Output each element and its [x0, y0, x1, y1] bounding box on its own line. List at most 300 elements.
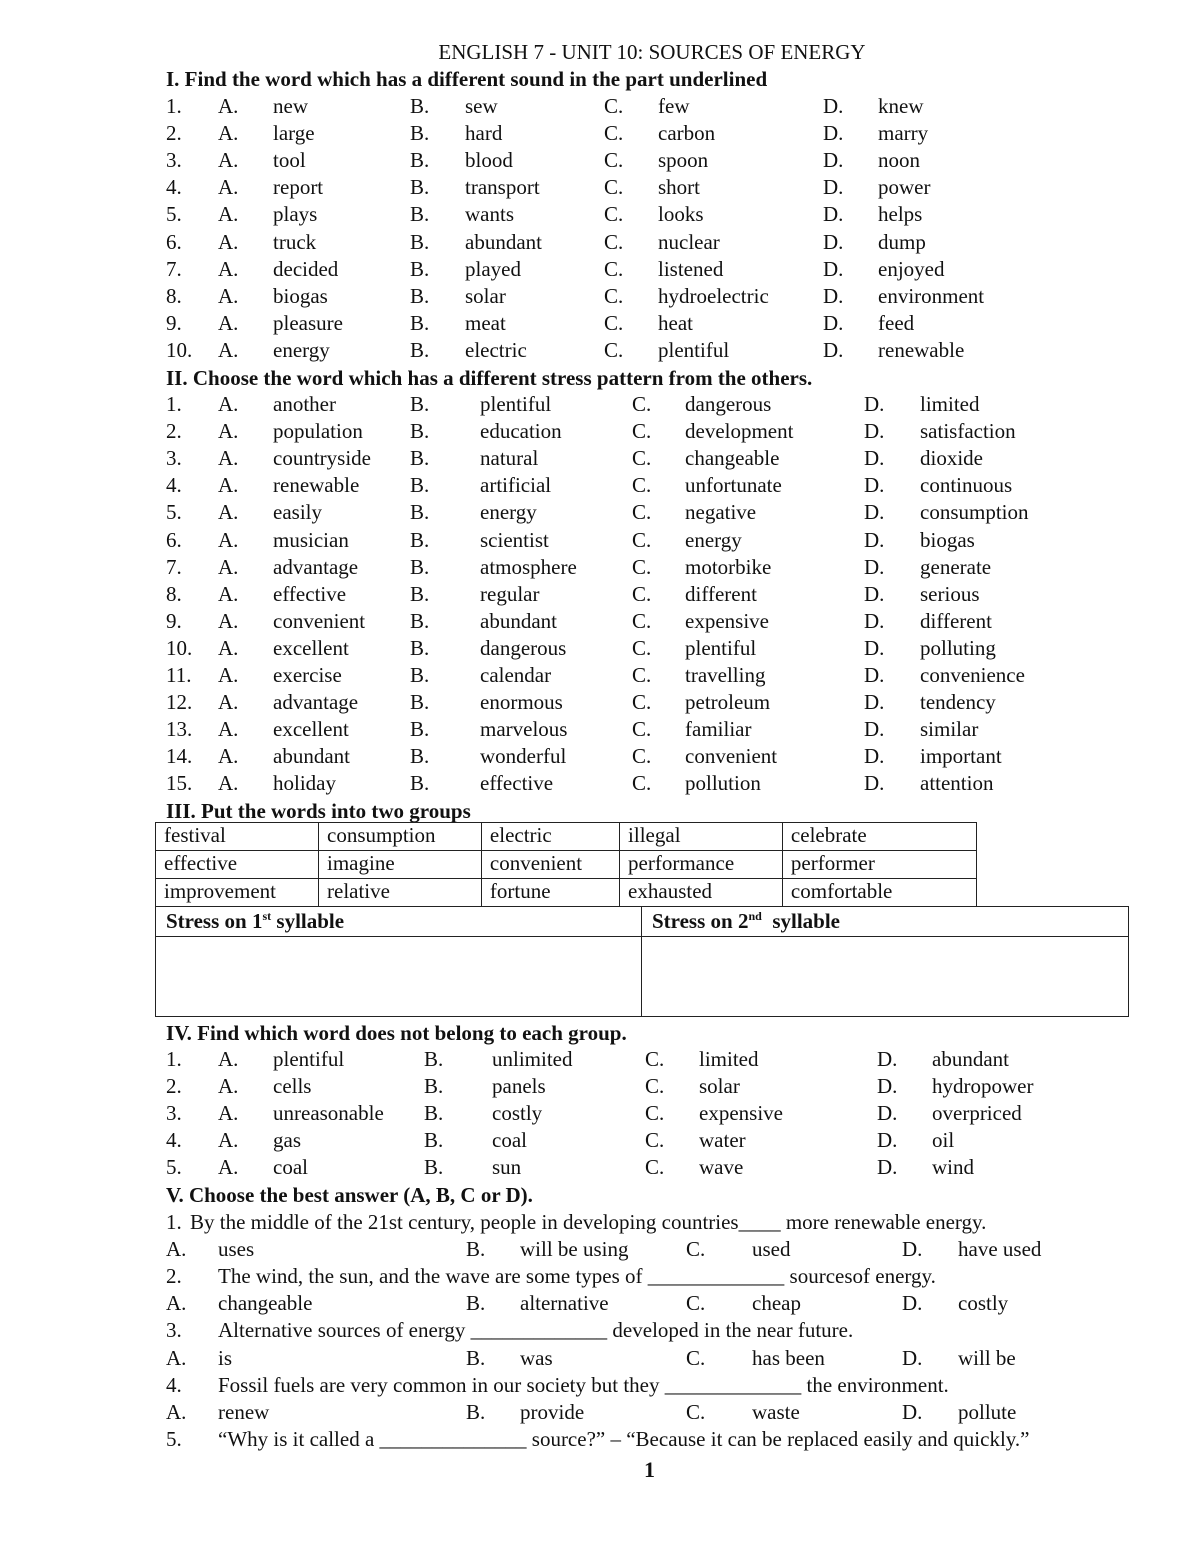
option-word: musician: [273, 527, 349, 552]
question-text: Fossil fuels are very common in our society but they _____________ the environment.: [218, 1372, 949, 1397]
option-letter: A.: [218, 148, 239, 173]
option-word: familiar: [685, 717, 752, 742]
option-word: calendar: [480, 663, 552, 687]
option-letter: D.: [864, 635, 885, 660]
option-word: large: [273, 121, 315, 146]
option-word: cheap: [752, 1291, 801, 1316]
option-letter: A.: [218, 744, 239, 769]
option-word: transport: [465, 175, 540, 200]
option-letter: B.: [410, 473, 430, 498]
option-letter: D.: [864, 663, 885, 687]
option-letter: D.: [823, 337, 844, 362]
option-word: education: [480, 419, 562, 444]
option-letter: B.: [410, 121, 430, 146]
option-letter: C.: [604, 94, 624, 118]
option-word: expensive: [685, 608, 769, 633]
word-cell: festival: [156, 823, 319, 851]
option-letter: A.: [218, 608, 239, 633]
question-number: 9.: [166, 310, 182, 335]
option-word: helps: [878, 202, 923, 227]
option-word: pollution: [685, 771, 761, 796]
option-letter: B.: [410, 744, 430, 769]
option-letter: C.: [632, 608, 652, 633]
option-letter: D.: [864, 554, 885, 579]
option-word: abundant: [932, 1047, 1009, 1071]
question-number: 8.: [166, 581, 182, 606]
option-letter: D.: [823, 202, 844, 227]
stress-table-divider: [641, 907, 642, 1016]
option-letter: D.: [864, 744, 885, 769]
option-word: enormous: [480, 690, 563, 715]
option-letter: A.: [166, 1345, 187, 1370]
option-letter: C.: [645, 1128, 665, 1153]
option-word: has been: [752, 1345, 825, 1370]
option-word: expensive: [699, 1101, 783, 1126]
option-word: is: [218, 1345, 233, 1370]
option-letter: C.: [604, 229, 624, 254]
option-word: blood: [465, 148, 513, 173]
option-letter: A.: [218, 94, 239, 118]
option-word: oil: [932, 1128, 955, 1153]
option-letter: B.: [410, 202, 430, 227]
section-3-heading: III. Put the words into two groups: [166, 799, 471, 823]
option-letter: D.: [864, 446, 885, 471]
word-cell: comfortable: [782, 879, 976, 907]
option-letter: C.: [604, 148, 624, 173]
option-word: noon: [878, 148, 920, 173]
option-letter: C.: [604, 175, 624, 200]
option-word: solar: [465, 283, 506, 308]
word-cell: improvement: [156, 879, 319, 907]
option-letter: B.: [466, 1345, 486, 1370]
option-letter: D.: [902, 1399, 923, 1424]
option-letter: C.: [632, 663, 652, 687]
option-word: effective: [273, 581, 347, 606]
option-letter: B.: [410, 690, 430, 715]
option-letter: C.: [686, 1291, 706, 1316]
question-number: 5.: [166, 1426, 182, 1451]
option-word: natural: [480, 446, 539, 471]
stress-second-label: Stress on 2nd syllable: [652, 909, 841, 933]
option-letter: B.: [424, 1128, 444, 1153]
option-word: unreasonable: [273, 1101, 384, 1126]
option-word: marry: [878, 121, 929, 146]
option-word: panels: [492, 1074, 546, 1099]
question-number: 7.: [166, 554, 182, 579]
option-letter: A.: [218, 1074, 239, 1099]
option-word: wave: [699, 1155, 744, 1180]
option-word: population: [273, 419, 363, 444]
question-number: 10.: [166, 635, 193, 660]
option-word: important: [920, 744, 1002, 769]
option-word: wonderful: [480, 744, 567, 769]
question-number: 4.: [166, 1128, 182, 1153]
word-cell: exhausted: [620, 879, 783, 907]
question-number: 6.: [166, 229, 182, 254]
option-letter: A.: [218, 283, 239, 308]
option-word: abundant: [480, 608, 557, 633]
option-letter: B.: [410, 229, 430, 254]
question-number: 4.: [166, 175, 182, 200]
option-word: travelling: [685, 663, 766, 687]
option-letter: C.: [632, 690, 652, 715]
option-letter: C.: [632, 554, 652, 579]
option-word: energy: [480, 500, 537, 525]
question-number: 12.: [166, 690, 193, 715]
option-word: artificial: [480, 473, 552, 498]
option-word: listened: [658, 256, 724, 281]
option-word: sun: [492, 1155, 522, 1180]
option-word: dangerous: [480, 635, 567, 660]
option-letter: D.: [902, 1345, 923, 1370]
option-word: dioxide: [920, 446, 983, 471]
option-word: water: [699, 1128, 746, 1153]
option-letter: C.: [604, 337, 624, 362]
option-word: plentiful: [658, 337, 730, 362]
option-letter: D.: [877, 1074, 898, 1099]
word-cell: relative: [319, 879, 482, 907]
option-letter: D.: [823, 256, 844, 281]
option-letter: C.: [632, 473, 652, 498]
option-letter: D.: [864, 473, 885, 498]
question-number: 5.: [166, 202, 182, 227]
question-number: 10.: [166, 337, 193, 362]
question-number: 3.: [166, 1101, 182, 1126]
option-word: report: [273, 175, 324, 200]
option-word: used: [752, 1237, 791, 1262]
section-4-heading: IV. Find which word does not belong to each group.: [166, 1021, 627, 1045]
option-word: truck: [273, 229, 317, 254]
option-letter: D.: [864, 608, 885, 633]
option-letter: B.: [410, 446, 430, 471]
option-letter: D.: [902, 1291, 923, 1316]
question-text: “Why is it called a ______________ source?” – “Because it can be replaced easily and quickly.”: [218, 1426, 1030, 1451]
option-letter: C.: [645, 1101, 665, 1126]
option-letter: B.: [410, 392, 430, 416]
word-cell: celebrate: [782, 823, 976, 851]
option-letter: D.: [823, 229, 844, 254]
question-number: 1.: [166, 1047, 182, 1071]
option-letter: B.: [410, 554, 430, 579]
option-word: changeable: [218, 1291, 313, 1316]
option-word: provide: [520, 1399, 585, 1424]
question-number: 5.: [166, 1155, 182, 1180]
option-letter: B.: [410, 608, 430, 633]
option-letter: D.: [864, 771, 885, 796]
word-cell: performer: [782, 851, 976, 879]
option-word: have used: [958, 1237, 1042, 1262]
option-letter: B.: [410, 175, 430, 200]
option-word: hydropower: [932, 1074, 1034, 1099]
option-word: energy: [273, 337, 330, 362]
option-word: wind: [932, 1155, 974, 1180]
option-letter: D.: [877, 1155, 898, 1180]
page-number: 1: [644, 1457, 655, 1482]
option-letter: D.: [864, 717, 885, 742]
question-number: 8.: [166, 283, 182, 308]
option-word: coal: [273, 1155, 308, 1180]
option-letter: C.: [604, 283, 624, 308]
option-word: plentiful: [480, 392, 552, 416]
question-number: 2.: [166, 1264, 182, 1289]
option-letter: C.: [632, 717, 652, 742]
option-letter: A.: [218, 717, 239, 742]
option-word: short: [658, 175, 700, 200]
option-letter: A.: [218, 392, 239, 416]
option-letter: D.: [864, 419, 885, 444]
option-word: dump: [878, 229, 926, 254]
option-letter: C.: [645, 1047, 665, 1071]
word-grid-row: [156, 851, 977, 879]
word-cell: convenient: [481, 851, 619, 879]
option-letter: B.: [466, 1237, 486, 1262]
option-letter: B.: [410, 419, 430, 444]
question-number: 2.: [166, 1074, 182, 1099]
option-letter: D.: [877, 1101, 898, 1126]
option-word: satisfaction: [920, 419, 1016, 444]
option-letter: D.: [877, 1047, 898, 1071]
option-letter: B.: [410, 500, 430, 525]
word-cell: effective: [156, 851, 319, 879]
option-letter: D.: [864, 500, 885, 525]
option-letter: D.: [864, 527, 885, 552]
word-cell: consumption: [319, 823, 482, 851]
option-word: development: [685, 419, 794, 444]
option-word: changeable: [685, 446, 780, 471]
option-word: excellent: [273, 635, 349, 660]
option-word: coal: [492, 1128, 527, 1153]
question-number: 3.: [166, 1318, 182, 1343]
question-number: 11.: [166, 663, 192, 687]
option-word: unfortunate: [685, 473, 782, 498]
option-word: electric: [465, 337, 527, 362]
option-word: plays: [273, 202, 318, 227]
option-letter: C.: [645, 1074, 665, 1099]
option-word: attention: [920, 771, 994, 796]
option-word: different: [920, 608, 992, 633]
word-cell: imagine: [319, 851, 482, 879]
question-text: By the middle of the 21st century, people in developing countries____ more renewable energy.: [190, 1210, 987, 1234]
option-letter: A.: [218, 175, 239, 200]
option-letter: A.: [166, 1399, 187, 1424]
option-letter: A.: [166, 1291, 187, 1316]
option-letter: A.: [218, 1128, 239, 1153]
option-word: will be: [958, 1345, 1016, 1370]
option-letter: D.: [823, 283, 844, 308]
question-number: 4.: [166, 1372, 182, 1397]
option-word: energy: [685, 527, 742, 552]
option-letter: D.: [864, 392, 885, 416]
option-letter: B.: [410, 527, 430, 552]
option-letter: D.: [864, 690, 885, 715]
section-2-heading: II. Choose the word which has a different stress pattern from the others.: [166, 366, 813, 390]
option-letter: C.: [686, 1237, 706, 1262]
option-letter: C.: [686, 1345, 706, 1370]
option-letter: D.: [823, 121, 844, 146]
question-number: 2.: [166, 419, 182, 444]
question-number: 4.: [166, 473, 182, 498]
option-word: heat: [658, 310, 693, 335]
option-letter: A.: [166, 1237, 187, 1262]
option-letter: A.: [218, 500, 239, 525]
option-word: plentiful: [685, 635, 757, 660]
option-letter: A.: [218, 1047, 239, 1071]
option-word: enjoyed: [878, 256, 945, 281]
option-letter: D.: [864, 581, 885, 606]
stress-first-label: Stress on 1st syllable: [166, 909, 345, 933]
question-number: 1.: [166, 1210, 182, 1234]
option-word: tendency: [920, 690, 996, 715]
option-letter: B.: [410, 283, 430, 308]
option-letter: D.: [823, 148, 844, 173]
option-word: played: [465, 256, 521, 281]
option-letter: B.: [410, 94, 430, 118]
option-word: advantage: [273, 554, 359, 579]
option-word: dangerous: [685, 392, 772, 416]
option-letter: A.: [218, 527, 239, 552]
option-word: tool: [273, 148, 306, 173]
option-word: limited: [920, 392, 980, 416]
question-number: 9.: [166, 608, 182, 633]
option-letter: C.: [686, 1399, 706, 1424]
section-5-heading: V. Choose the best answer (A, B, C or D).: [166, 1183, 533, 1207]
option-word: abundant: [465, 229, 542, 254]
option-word: excellent: [273, 717, 349, 742]
option-word: regular: [480, 581, 540, 606]
option-word: will be using: [520, 1237, 629, 1262]
option-letter: D.: [823, 175, 844, 200]
option-word: pleasure: [273, 310, 343, 335]
option-word: decided: [273, 256, 339, 281]
option-letter: C.: [632, 527, 652, 552]
option-letter: A.: [218, 202, 239, 227]
option-letter: A.: [218, 635, 239, 660]
option-word: carbon: [658, 121, 716, 146]
option-word: easily: [273, 500, 322, 525]
option-letter: B.: [410, 771, 430, 796]
option-word: countryside: [273, 446, 371, 471]
option-word: costly: [492, 1101, 543, 1126]
option-word: waste: [752, 1399, 800, 1424]
option-letter: B.: [466, 1399, 486, 1424]
option-word: limited: [699, 1047, 759, 1071]
option-letter: D.: [823, 94, 844, 118]
option-word: costly: [958, 1291, 1009, 1316]
word-cell: fortune: [481, 879, 619, 907]
option-letter: C.: [632, 635, 652, 660]
question-number: 13.: [166, 717, 193, 742]
option-letter: C.: [604, 256, 624, 281]
option-word: similar: [920, 717, 979, 742]
option-letter: C.: [632, 500, 652, 525]
word-cell: electric: [481, 823, 619, 851]
section-1-heading: I. Find the word which has a different sound in the part underlined: [166, 67, 768, 91]
option-word: abundant: [273, 744, 350, 769]
option-word: gas: [273, 1128, 301, 1153]
option-letter: B.: [410, 148, 430, 173]
option-letter: C.: [604, 310, 624, 335]
option-letter: B.: [410, 256, 430, 281]
option-word: serious: [920, 581, 980, 606]
option-word: hydroelectric: [658, 283, 769, 308]
option-letter: C.: [632, 419, 652, 444]
option-letter: A.: [218, 581, 239, 606]
option-word: alternative: [520, 1291, 609, 1316]
option-letter: C.: [632, 392, 652, 416]
option-word: meat: [465, 310, 506, 335]
option-word: marvelous: [480, 717, 568, 742]
option-word: hard: [465, 121, 503, 146]
option-letter: A.: [218, 121, 239, 146]
option-letter: B.: [424, 1047, 444, 1071]
stress-table: [155, 906, 1129, 1017]
option-letter: B.: [410, 310, 430, 335]
option-word: exercise: [273, 663, 342, 687]
option-letter: B.: [424, 1155, 444, 1180]
option-letter: A.: [218, 690, 239, 715]
word-grid-row: [156, 879, 977, 907]
option-word: plentiful: [273, 1047, 345, 1071]
option-letter: B.: [424, 1101, 444, 1126]
option-word: solar: [699, 1074, 740, 1099]
question-number: 14.: [166, 744, 193, 769]
option-word: knew: [878, 94, 924, 118]
option-word: biogas: [273, 283, 328, 308]
option-letter: D.: [823, 310, 844, 335]
option-word: motorbike: [685, 554, 772, 579]
option-word: pollute: [958, 1399, 1017, 1424]
question-number: 3.: [166, 446, 182, 471]
page-title: ENGLISH 7 - UNIT 10: SOURCES OF ENERGY: [438, 40, 866, 64]
option-letter: C.: [632, 581, 652, 606]
option-word: atmosphere: [480, 554, 577, 579]
option-word: wants: [465, 202, 514, 227]
option-letter: C.: [632, 771, 652, 796]
option-word: cells: [273, 1074, 312, 1099]
question-number: 1.: [166, 392, 182, 416]
question-number: 2.: [166, 121, 182, 146]
option-word: was: [520, 1345, 553, 1370]
question-number: 1.: [166, 94, 182, 118]
option-letter: A.: [218, 337, 239, 362]
option-word: convenience: [920, 663, 1025, 687]
word-cell: performance: [620, 851, 783, 879]
option-word: negative: [685, 500, 757, 525]
question-number: 15.: [166, 771, 193, 796]
word-grid-row: [156, 823, 977, 851]
option-letter: A.: [218, 771, 239, 796]
question-number: 5.: [166, 500, 182, 525]
option-word: another: [273, 392, 336, 416]
option-letter: B.: [424, 1074, 444, 1099]
option-word: renewable: [273, 473, 360, 498]
question-number: 6.: [166, 527, 182, 552]
option-word: uses: [218, 1237, 255, 1262]
option-word: overpriced: [932, 1101, 1022, 1126]
option-word: unlimited: [492, 1047, 573, 1071]
option-letter: A.: [218, 310, 239, 335]
option-letter: A.: [218, 419, 239, 444]
option-word: polluting: [920, 635, 996, 660]
option-letter: A.: [218, 663, 239, 687]
option-letter: A.: [218, 1101, 239, 1126]
question-text: Alternative sources of energy _____________ developed in the near future.: [218, 1318, 854, 1343]
option-word: environment: [878, 283, 985, 308]
word-cell: illegal: [620, 823, 783, 851]
option-word: few: [658, 94, 690, 118]
option-letter: A.: [218, 554, 239, 579]
option-word: petroleum: [685, 690, 771, 715]
